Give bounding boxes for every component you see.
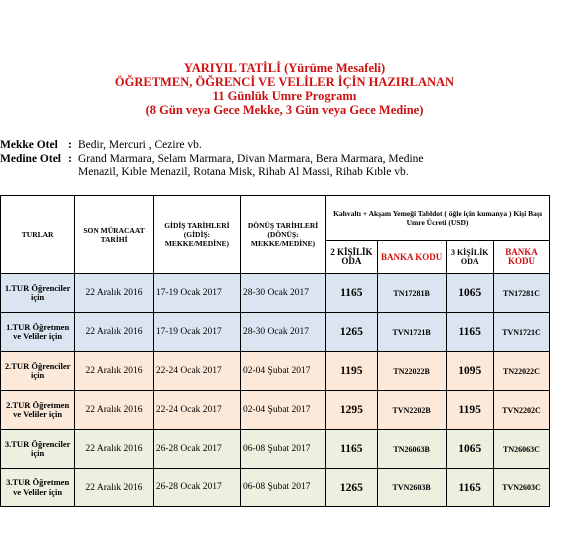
mekke-hotel-value: Bedir, Mercuri , Cezire vb. — [78, 139, 202, 151]
title-line-3: 11 Günlük Umre Programı — [212, 89, 357, 103]
bank-code-3-person: TN17281C — [493, 274, 549, 313]
price-3-person: 1165 — [446, 313, 493, 352]
price-2-person: 1295 — [326, 391, 378, 430]
bank-code-3-person: TVN1721C — [493, 313, 549, 352]
tur-name: 2.TUR Öğretmen ve Veliler için — [1, 391, 75, 430]
bank-code-3-person: TN22022C — [493, 352, 549, 391]
table-row — [1, 274, 550, 313]
son-muracaat-date: 22 Aralık 2016 — [75, 469, 154, 507]
price-3-person: 1165 — [446, 469, 493, 507]
header-banka-kodu-2: BANKA KODU — [493, 241, 549, 274]
gidis-date: 17-19 Ocak 2017 — [153, 313, 240, 352]
title-line-4: (8 Gün veya Gece Mekke, 3 Gün veya Gece Medine) — [145, 103, 424, 117]
table-row — [1, 313, 550, 352]
son-muracaat-date: 22 Aralık 2016 — [75, 352, 154, 391]
mekke-hotel-label: Mekke Otel — [0, 139, 58, 151]
title-line-2: ÖĞRETMEN, ÖĞRENCİ VE VELİLER İÇİN HAZIRLANAN — [114, 75, 455, 89]
medine-hotel-value-2: Menazil, Kıble Menazil, Rotana Misk, Rihab Al Massi, Rihab Kıble vb. — [78, 166, 409, 178]
bank-code-3-person: TN26063C — [493, 430, 549, 469]
tur-name: 1.TUR Öğretmen ve Veliler için — [1, 313, 75, 352]
bank-code-2-person: TVN2202B — [377, 391, 446, 430]
price-2-person: 1165 — [326, 274, 378, 313]
son-muracaat-date: 22 Aralık 2016 — [75, 274, 154, 313]
header-son-muracaat: SON MÜRACAAT TARİHİ — [75, 196, 154, 274]
tour-table — [0, 195, 550, 507]
donus-date: 28-30 Ocak 2017 — [241, 274, 326, 313]
tur-name: 3.TUR Öğretmen ve Veliler için — [1, 469, 75, 507]
bank-code-2-person: TN26063B — [377, 430, 446, 469]
medine-colon: : — [68, 152, 72, 165]
header-price-group: Kahvaltı + Akşam Yemeği Tabldot ( öğle için kumanya ) Kişi Başı Umre Ücreti (USD) — [326, 196, 550, 241]
bank-code-2-person: TVN1721B — [377, 313, 446, 352]
table-header-row — [1, 196, 550, 241]
bank-code-3-person: TVN2202C — [493, 391, 549, 430]
tur-name: 3.TUR Öğrenciler için — [1, 430, 75, 469]
gidis-date: 26-28 Ocak 2017 — [153, 430, 240, 469]
donus-date: 02-04 Şubat 2017 — [241, 352, 326, 391]
price-2-person: 1195 — [326, 352, 378, 391]
header-iki-kisilik: 2 KİŞİLİK ODA — [326, 241, 378, 274]
table-row — [1, 430, 550, 469]
medine-hotel-label: Medine Otel — [0, 152, 61, 165]
table-row — [1, 352, 550, 391]
header-gidis: GİDİŞ TARİHLERİ (GİDİŞ: MEKKE/MEDİNE) — [153, 196, 240, 274]
title-line-1: YARIYIL TATİLİ (Yürüme Mesafeli) — [183, 61, 386, 75]
price-2-person: 1265 — [326, 313, 378, 352]
header-turlar: TURLAR — [1, 196, 75, 274]
bank-code-3-person: TVN2603C — [493, 469, 549, 507]
hotel-info — [0, 139, 424, 180]
son-muracaat-date: 22 Aralık 2016 — [75, 430, 154, 469]
price-2-person: 1265 — [326, 469, 378, 507]
header-donus: DÖNÜŞ TARİHLERİ (DÖNÜŞ: MEKKE/MEDİNE) — [241, 196, 326, 274]
donus-date: 06-08 Şubat 2017 — [241, 430, 326, 469]
header-banka-kodu-1: BANKA KODU — [377, 241, 446, 274]
table-row — [1, 391, 550, 430]
header-uc-kisilik: 3 KİŞİLİK ODA — [446, 241, 493, 274]
price-3-person: 1195 — [446, 391, 493, 430]
price-3-person: 1065 — [446, 430, 493, 469]
bank-code-2-person: TN22022B — [377, 352, 446, 391]
donus-date: 28-30 Ocak 2017 — [241, 313, 326, 352]
bank-code-2-person: TVN2603B — [377, 469, 446, 507]
bank-code-2-person: TN17281B — [377, 274, 446, 313]
price-3-person: 1065 — [446, 274, 493, 313]
gidis-date: 22-24 Ocak 2017 — [153, 391, 240, 430]
son-muracaat-date: 22 Aralık 2016 — [75, 391, 154, 430]
gidis-date: 22-24 Ocak 2017 — [153, 352, 240, 391]
medine-hotel-row — [0, 153, 424, 167]
mekke-hotel-row — [0, 139, 424, 153]
price-3-person: 1095 — [446, 352, 493, 391]
donus-date: 06-08 Şubat 2017 — [241, 469, 326, 507]
tur-name: 2.TUR Öğrenciler için — [1, 352, 75, 391]
donus-date: 02-04 Şubat 2017 — [241, 391, 326, 430]
gidis-date: 17-19 Ocak 2017 — [153, 274, 240, 313]
son-muracaat-date: 22 Aralık 2016 — [75, 313, 154, 352]
table-row — [1, 469, 550, 507]
tur-name: 1.TUR Öğrenciler için — [1, 274, 75, 313]
price-2-person: 1165 — [326, 430, 378, 469]
mekke-colon: : — [68, 139, 72, 151]
medine-hotel-value-1: Grand Marmara, Selam Marmara, Divan Marmara, Bera Marmara, Medine — [78, 152, 424, 165]
gidis-date: 26-28 Ocak 2017 — [153, 469, 240, 507]
document-header — [0, 61, 569, 117]
